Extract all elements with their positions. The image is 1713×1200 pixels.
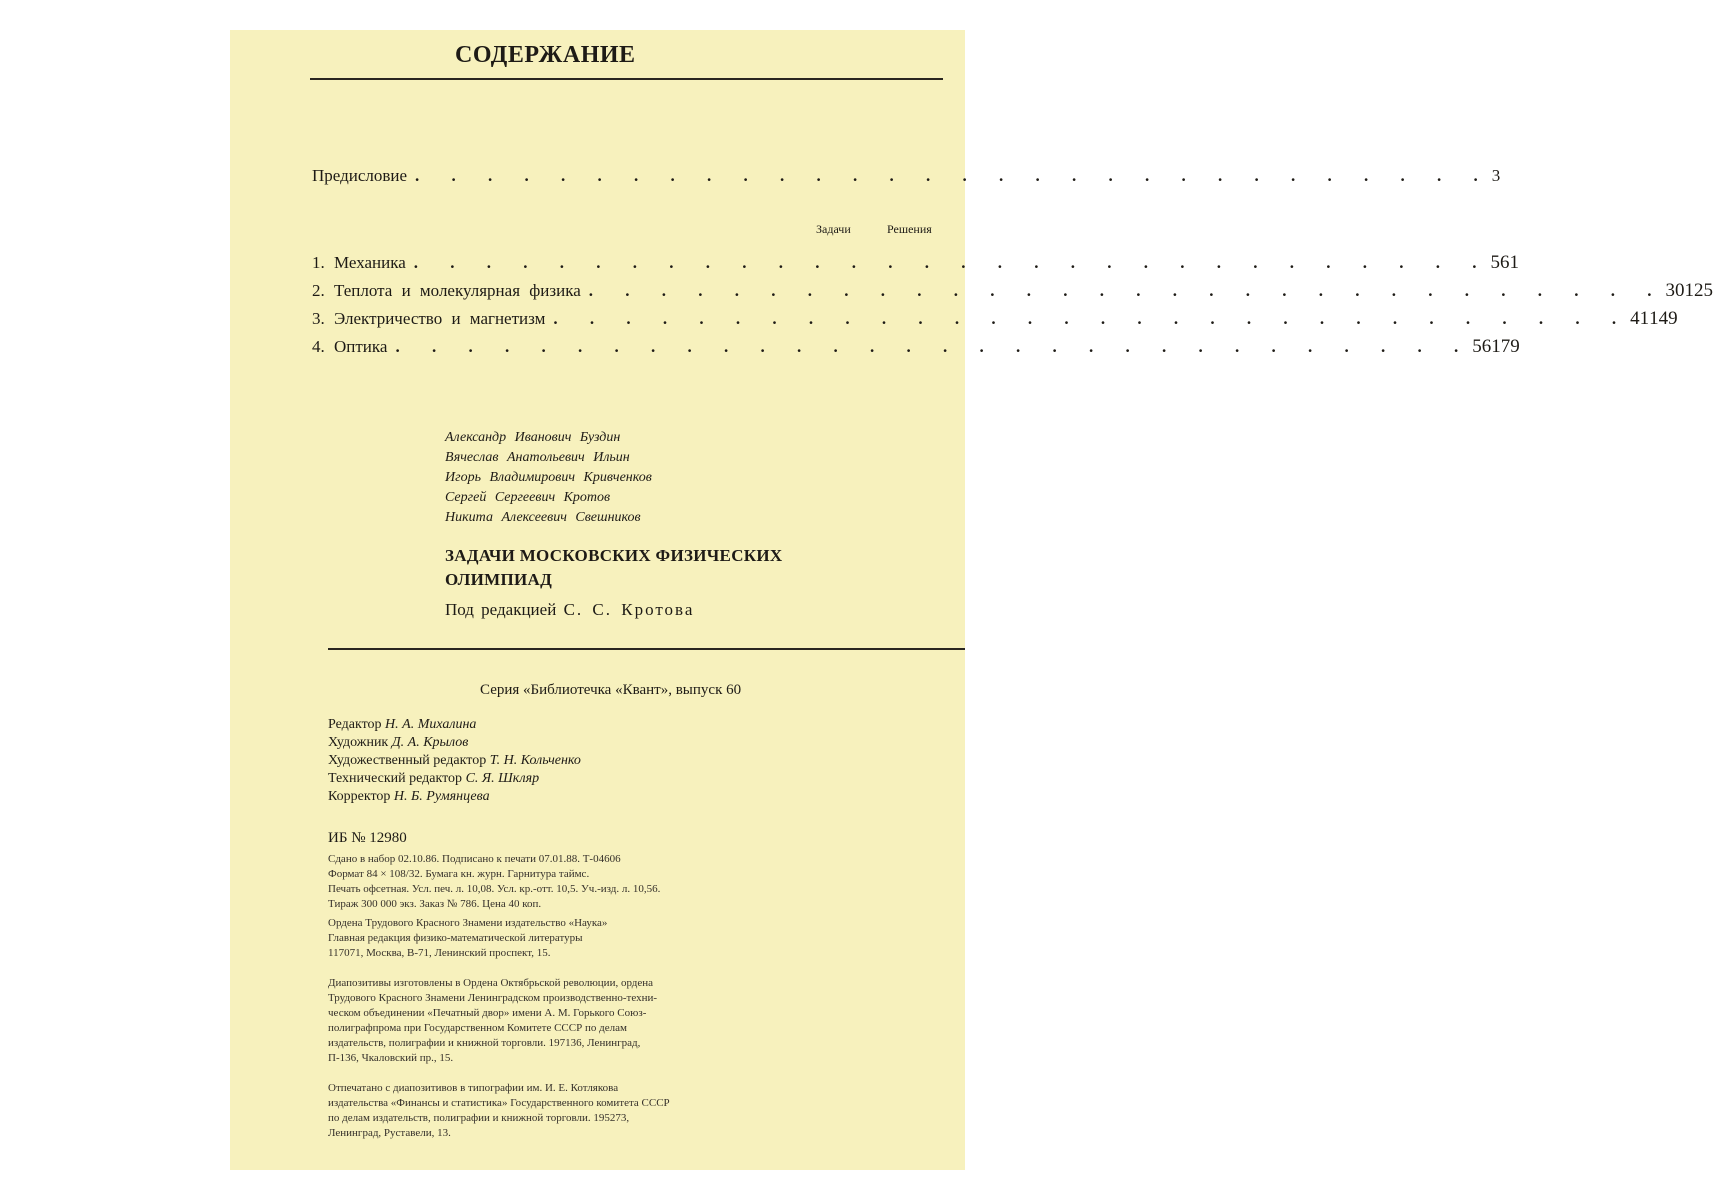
credits-list — [328, 716, 581, 806]
editor-name: С. С. Кротова — [563, 600, 695, 619]
toc-row — [312, 308, 1678, 336]
imprint-line: Сдано в набор 02.10.86. Подписано к печати 07.01.88. Т-04606 — [328, 853, 621, 865]
credit-name: С. Я. Шкляр — [465, 771, 540, 786]
toc-solutions-page: 125 — [1684, 280, 1713, 301]
ib-number: ИБ № 12980 — [328, 830, 407, 846]
column-header-solutions: Решения — [887, 222, 932, 236]
toc-row — [312, 280, 1713, 308]
publisher-block — [328, 916, 858, 961]
publisher-line: Ордена Трудового Красного Знамени издательство «Наука» — [328, 917, 608, 929]
toc-problems-page: 5 — [1490, 252, 1501, 273]
toc-chapter-title: 1. Механика — [312, 253, 406, 272]
publisher-line: 117071, Москва, В-71, Ленинский проспект, 15. — [328, 947, 551, 959]
publisher-line: Главная редакция физико-математической литературы — [328, 932, 583, 944]
toc-chapter-title: 2. Теплота и молекулярная физика — [312, 281, 581, 300]
diapositives-line: Трудового Красного Знамени Ленинградском производственно-техни- — [328, 992, 658, 1004]
diapositives-line: издательств, полиграфии и книжной торговли. 197136, Ленинград, — [328, 1037, 641, 1049]
credit-line — [328, 788, 581, 806]
book-title-line: ОЛИМПИАД — [445, 570, 553, 589]
credit-role: Корректор — [328, 789, 391, 804]
imprint-line: Тираж 300 000 экз. Заказ № 786. Цена 40 коп. — [328, 898, 542, 910]
printed-block — [328, 1081, 858, 1141]
toc-chapter-title: 4. Оптика — [312, 337, 388, 356]
author-name: Никита Алексеевич Свешников — [445, 510, 641, 525]
toc-solutions-page: 149 — [1649, 308, 1678, 329]
imprint-line: Формат 84 × 108/32. Бумага кн. журн. Гарнитура таймс. — [328, 868, 590, 880]
credit-line — [328, 734, 581, 752]
toc-problems-page: 41 — [1630, 308, 1650, 329]
toc-solutions-page: 61 — [1500, 252, 1520, 273]
credit-role: Художественный редактор — [328, 753, 487, 768]
credit-line — [328, 716, 581, 734]
diapositives-line: Диапозитивы изготовлены в Ордена Октябрьской революции, ордена — [328, 977, 654, 989]
column-header-problems: Задачи — [816, 222, 851, 236]
author-name: Сергей Сергеевич Кротов — [445, 490, 611, 505]
credit-name: Н. Б. Румянцева — [393, 789, 490, 804]
credit-name: Д. А. Крылов — [391, 735, 469, 750]
toc-row — [312, 252, 1520, 280]
imprint-block — [328, 852, 858, 912]
toc-problems-page: 30 — [1665, 280, 1685, 301]
imprint-line: Печать офсетная. Усл. печ. л. 10,08. Усл. кр.-отт. 10,5. Уч.-изд. л. 10,56. — [328, 883, 661, 895]
author-name: Игорь Владимирович Кривченков — [445, 470, 652, 485]
toc-dots: . . . . . . . . . . . . . . . . . . . . . . . . . . . . . . — [553, 309, 1631, 328]
diapositives-line: полиграфпрома при Государственном Комитете СССР по делам — [328, 1022, 627, 1034]
preface-dots: . . . . . . . . . . . . . . . . . . . . . . . . . . . . . . — [415, 166, 1492, 185]
printed-line: по делам издательств, полиграфии и книжной торговли. 195273, — [328, 1112, 630, 1124]
toc-dots: . . . . . . . . . . . . . . . . . . . . . . . . . . . . . . — [588, 281, 1666, 300]
author-name: Александр Иванович Буздин — [445, 430, 621, 445]
diapositives-line: ческом объединении «Печатный двор» имени А. М. Горького Союз- — [328, 1007, 647, 1019]
book-title — [445, 544, 875, 592]
author-list — [445, 428, 652, 528]
toc-dots: . . . . . . . . . . . . . . . . . . . . . . . . . . . . . . — [395, 337, 1473, 356]
page-title: СОДЕРЖАНИЕ — [455, 42, 636, 68]
toc-chapter-title: 3. Электричество и магнетизм — [312, 309, 546, 328]
diapositives-block — [328, 976, 858, 1066]
preface-row — [312, 166, 1501, 186]
printed-line: издательства «Финансы и статистика» Государственного комитета СССР — [328, 1097, 670, 1109]
series-line: Серия «Библиотечка «Квант», выпуск 60 — [480, 682, 742, 698]
toc-dots: . . . . . . . . . . . . . . . . . . . . . . . . . . . . . . — [413, 253, 1491, 272]
credit-name: Н. А. Михалина — [385, 717, 477, 732]
credit-role: Технический редактор — [328, 771, 463, 786]
toc-solutions-page: 179 — [1491, 336, 1520, 357]
credit-name: Т. Н. Кольченко — [489, 753, 581, 768]
printed-line: Ленинград, Руставели, 13. — [328, 1127, 451, 1139]
preface-label: Предисловие — [312, 166, 408, 185]
book-title-line: ЗАДАЧИ МОСКОВСКИХ ФИЗИЧЕСКИХ — [445, 546, 783, 565]
editor-prefix: Под редакцией — [445, 600, 557, 619]
middle-rule — [328, 648, 965, 650]
toc-row — [312, 336, 1520, 364]
printed-line: Отпечатано с диапозитивов в типографии им. И. Е. Котлякова — [328, 1082, 619, 1094]
toc-problems-page: 56 — [1472, 336, 1492, 357]
top-rule — [310, 78, 943, 80]
editor-line — [445, 600, 694, 620]
credit-line — [328, 770, 581, 788]
book-page — [230, 30, 1713, 1170]
author-name: Вячеслав Анатольевич Ильин — [445, 450, 630, 465]
credit-role: Редактор — [328, 717, 382, 732]
credit-line — [328, 752, 581, 770]
preface-page: 3 — [1491, 166, 1501, 185]
diapositives-line: П-136, Чкаловский пр., 15. — [328, 1052, 454, 1064]
credit-role: Художник — [328, 735, 389, 750]
